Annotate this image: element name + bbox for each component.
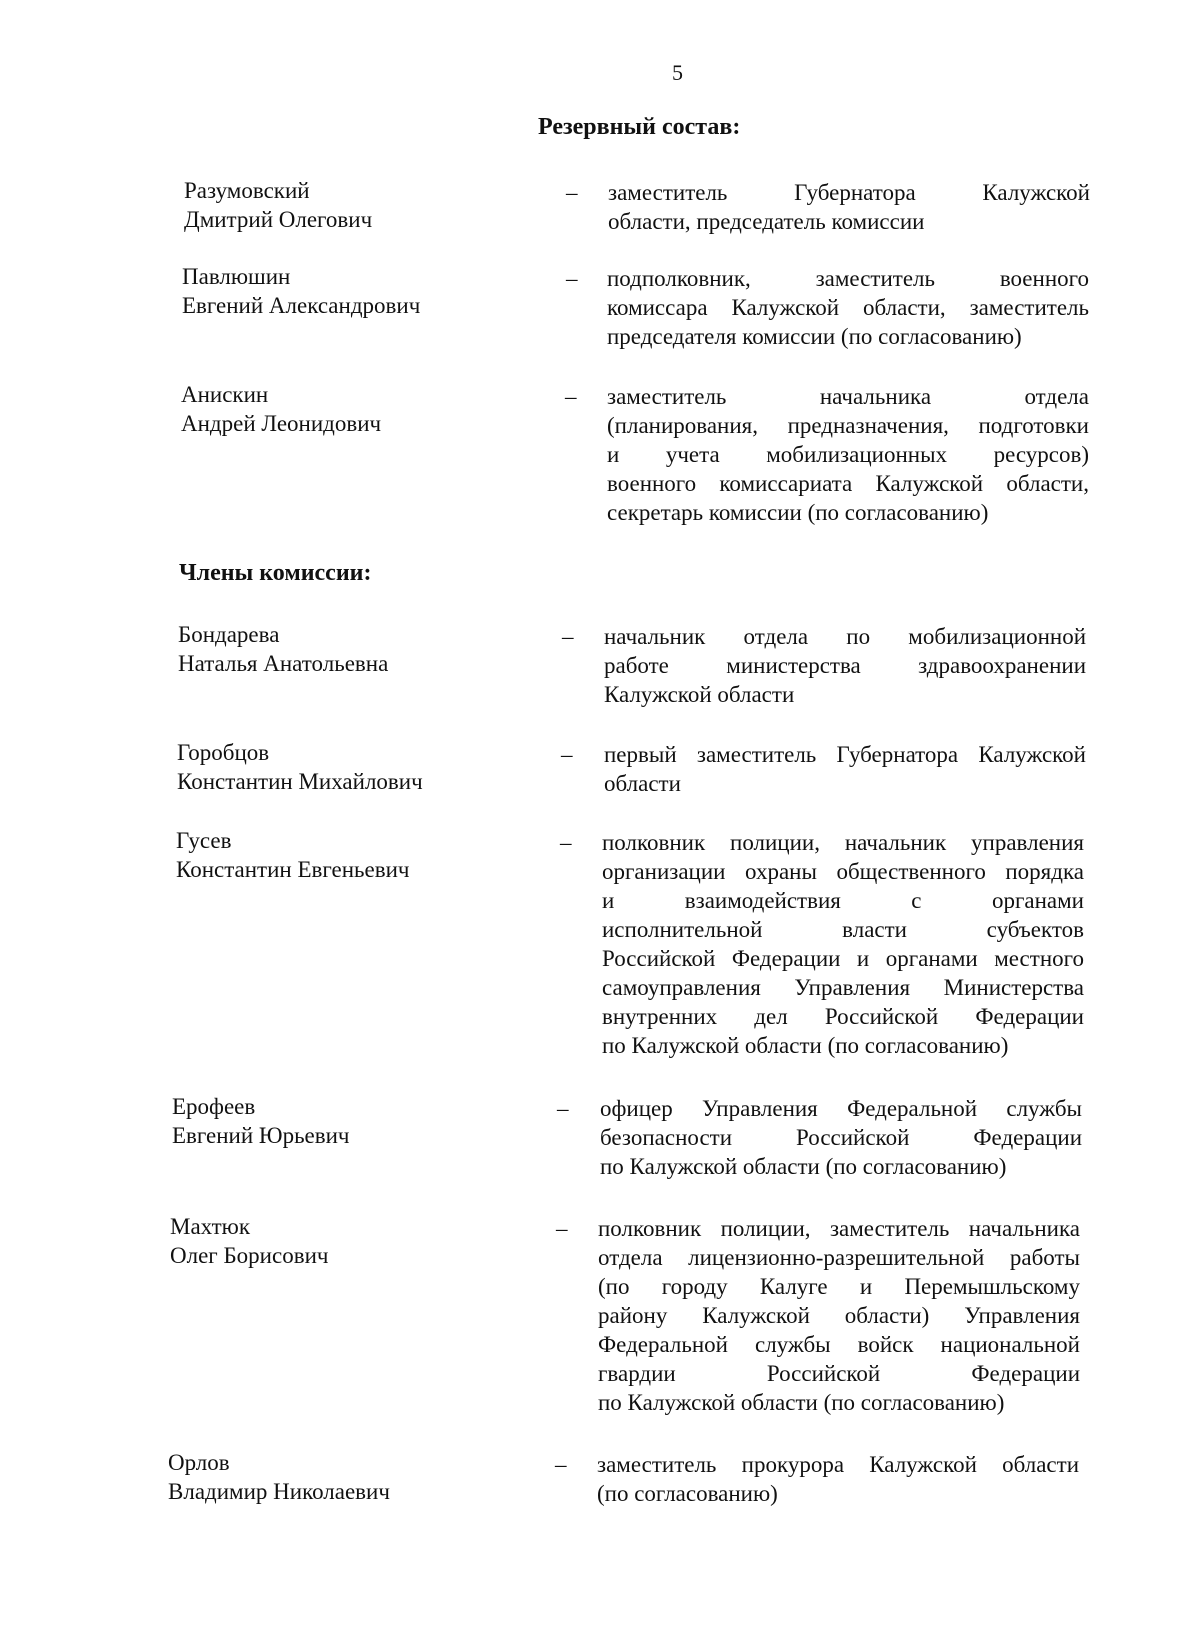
dash-separator: – (560, 830, 572, 855)
position-description (598, 1214, 1080, 1417)
person-given-name: Андрей Леонидович (181, 411, 382, 436)
position-description (604, 740, 1086, 798)
position-description (602, 828, 1084, 1060)
person-surname: Анискин (181, 382, 269, 407)
person-surname: Горобцов (177, 740, 270, 765)
person-name (170, 1212, 510, 1270)
position-description (600, 1094, 1082, 1181)
description-line: заместитель начальника отдела (607, 384, 1089, 409)
person-surname: Гусев (176, 828, 232, 853)
person-name (177, 738, 517, 796)
person-given-name: Владимир Николаевич (168, 1479, 390, 1504)
person-surname: Ерофеев (172, 1094, 256, 1119)
person-given-name: Константин Евгеньевич (176, 857, 410, 882)
description-line: отдела лицензионно-разрешительной работы (598, 1245, 1080, 1270)
dash-separator: – (566, 266, 578, 291)
person-surname: Бондарева (178, 622, 280, 647)
description-line: полковник полиции, заместитель начальника (598, 1216, 1080, 1241)
position-description (597, 1450, 1079, 1508)
dash-separator: – (556, 1216, 568, 1241)
description-line: по Калужской области (по согласованию) (598, 1390, 1005, 1415)
description-line: офицер Управления Федеральной службы (600, 1096, 1082, 1121)
description-line: подполковник, заместитель военного (607, 266, 1089, 291)
members-section-title: Члены комиссии: (179, 560, 372, 586)
description-line: самоуправления Управления Министерства (602, 975, 1084, 1000)
person-name (184, 176, 524, 234)
description-line: заместитель прокурора Калужской области (597, 1452, 1079, 1477)
person-surname: Разумовский (184, 178, 310, 203)
person-surname: Павлюшин (182, 264, 291, 289)
description-line: начальник отдела по мобилизационной (604, 624, 1086, 649)
description-line: исполнительной власти субъектов (602, 917, 1084, 942)
person-name (168, 1448, 508, 1506)
person-given-name: Евгений Юрьевич (172, 1123, 350, 1148)
description-line: и взаимодействия с органами (602, 888, 1084, 913)
person-name (181, 380, 521, 438)
person-surname: Махтюк (170, 1214, 250, 1239)
dash-separator: – (562, 624, 574, 649)
description-line: области (604, 771, 681, 796)
description-line: внутренних дел Российской Федерации (602, 1004, 1084, 1029)
description-line: (планирования, предназначения, подготовки (607, 413, 1089, 438)
description-line: Калужской области (604, 682, 795, 707)
dash-separator: – (566, 180, 578, 205)
description-line: секретарь комиссии (по согласованию) (607, 500, 989, 525)
description-line: работе министерства здравоохранении (604, 653, 1086, 678)
description-line: комиссара Калужской области, заместитель (607, 295, 1089, 320)
position-description (608, 178, 1090, 236)
person-given-name: Константин Михайлович (177, 769, 423, 794)
description-line: области, председатель комиссии (608, 209, 925, 234)
description-line: безопасности Российской Федерации (600, 1125, 1082, 1150)
person-given-name: Дмитрий Олегович (184, 207, 373, 232)
person-given-name: Олег Борисович (170, 1243, 329, 1268)
person-given-name: Наталья Анатольевна (178, 651, 389, 676)
description-line: по Калужской области (по согласованию) (602, 1033, 1009, 1058)
reserve-section-title: Резервный состав: (538, 114, 741, 140)
description-line: (по городу Калуге и Перемышльскому (598, 1274, 1080, 1299)
description-line: (по согласованию) (597, 1481, 778, 1506)
description-line: Российской Федерации и органами местного (602, 946, 1084, 971)
description-line: гвардии Российской Федерации (598, 1361, 1080, 1386)
person-name (182, 262, 522, 320)
description-line: заместитель Губернатора Калужской (608, 180, 1090, 205)
page-number: 5 (672, 60, 683, 85)
person-name (176, 826, 516, 884)
person-name (178, 620, 518, 678)
position-description (607, 264, 1089, 351)
position-description (607, 382, 1089, 527)
description-line: Федеральной службы войск национальной (598, 1332, 1080, 1357)
description-line: председателя комиссии (по согласованию) (607, 324, 1022, 349)
person-given-name: Евгений Александрович (182, 293, 421, 318)
description-line: и учета мобилизационных ресурсов) (607, 442, 1089, 467)
person-surname: Орлов (168, 1450, 230, 1475)
description-line: военного комиссариата Калужской области, (607, 471, 1089, 496)
person-name (172, 1092, 512, 1150)
position-description (604, 622, 1086, 709)
description-line: первый заместитель Губернатора Калужской (604, 742, 1086, 767)
description-line: по Калужской области (по согласованию) (600, 1154, 1007, 1179)
description-line: району Калужской области) Управления (598, 1303, 1080, 1328)
dash-separator: – (561, 742, 573, 767)
description-line: полковник полиции, начальник управления (602, 830, 1084, 855)
dash-separator: – (555, 1452, 567, 1477)
dash-separator: – (557, 1096, 569, 1121)
dash-separator: – (565, 384, 577, 409)
description-line: организации охраны общественного порядка (602, 859, 1084, 884)
